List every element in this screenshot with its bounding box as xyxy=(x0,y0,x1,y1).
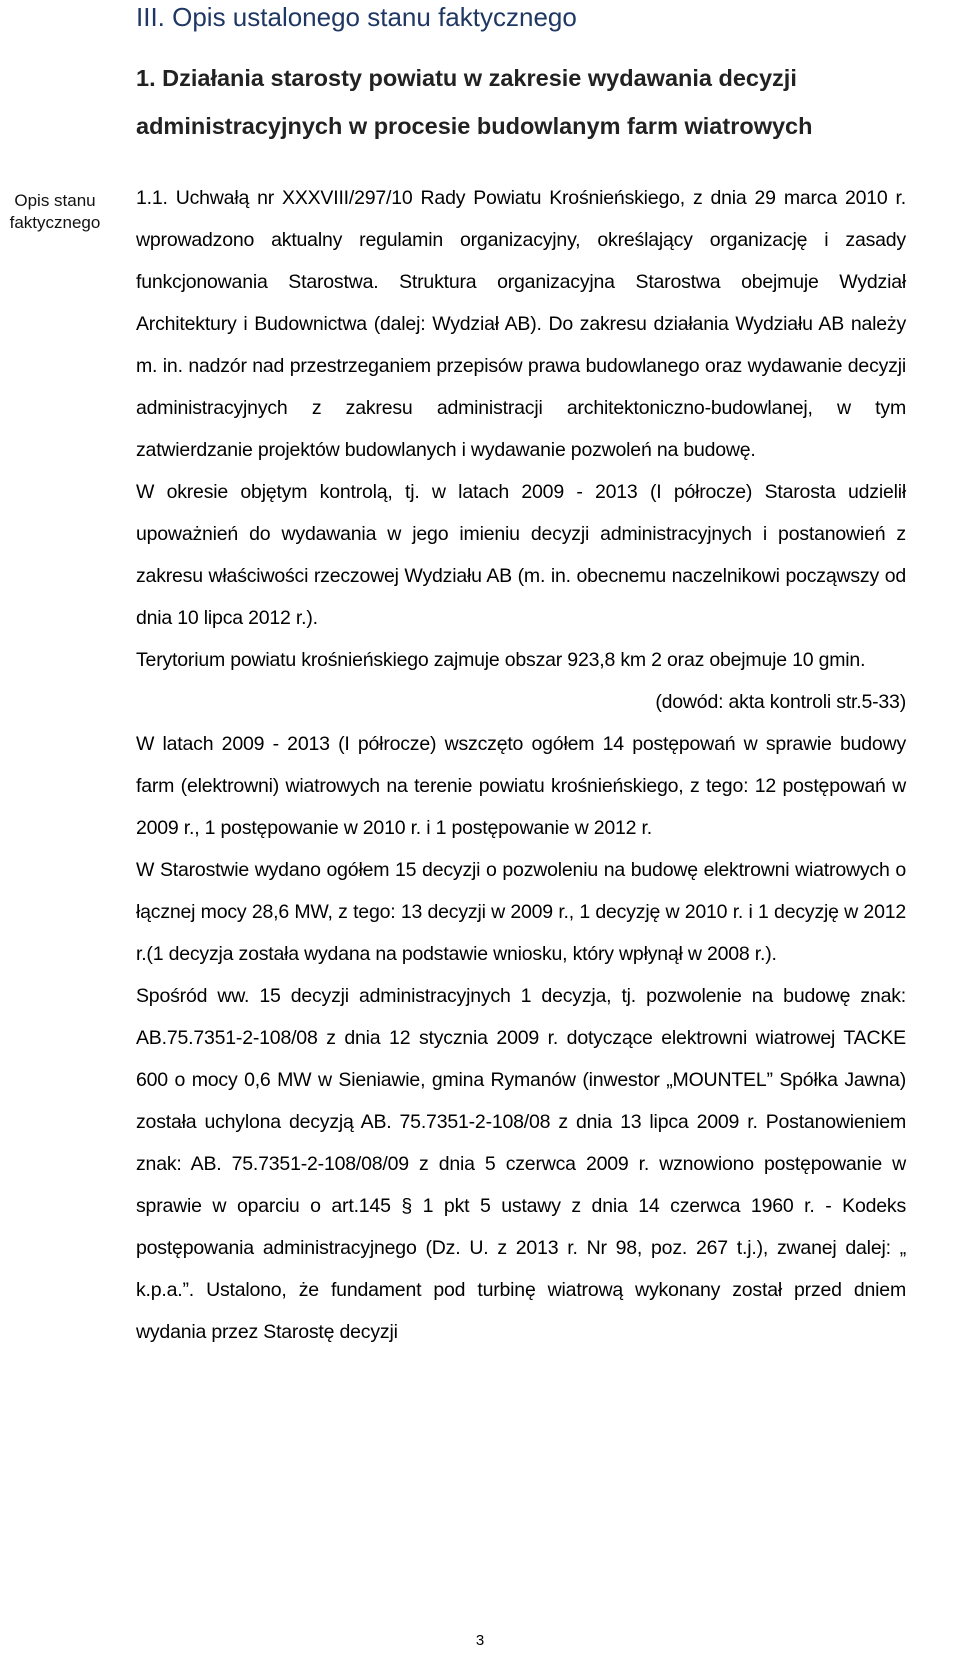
page-number: 3 xyxy=(475,1632,485,1649)
paragraph-annulled-decision: Spośród ww. 15 decyzji administracyjnych 1 decyzja, tj. pozwolenie na budowę znak: AB.75.7351-2-108/08 z dnia 12 stycznia 2009 r. dotyczące elektrowni wiatrowej TACKE 600 o mocy 0,6 MW w Sieniawie, gmina Rymanów (inwestor „MOUNTEL” Spółka Jawna) została uchylona decyzją AB. 75.7351-2-108/08 z dnia 13 lipca 2009 r. Postanowieniem znak: AB. 75.7351-2-108/08/09 z dnia 5 czerwca 2009 r. wznowiono postępowanie w sprawie w oparciu o art.145 § 1 pkt 5 ustawy z dnia 14 czerwca 1960 r. - Kodeks postępowania administracyjnego (Dz. U. z 2013 r. Nr 98, poz. 267 t.j.), zwanej dalej: „ k.p.a.”. Ustalono, że fundament pod turbinę wiatrową wykonany został przed dniem wydania przez Starostę decyzji xyxy=(136,985,906,1343)
section-heading: III. Opis ustalonego stanu faktycznego xyxy=(136,2,577,32)
paragraph-territory: Terytorium powiatu krośnieńskiego zajmuje obszar 923,8 km 2 oraz obejmuje 10 gmin. xyxy=(136,649,866,671)
margin-note: Opis stanu faktycznego xyxy=(9,191,101,232)
paragraph-evidence: (dowód: akta kontroli str.5-33) xyxy=(655,691,906,713)
subsection-heading: 1. Działania starosty powiatu w zakresie wydawania decyzji administracyjnych w procesie budowlanym farm wiatrowych xyxy=(136,65,813,139)
paragraph-proceedings: W latach 2009 - 2013 (I półrocze) wszczęto ogółem 14 postępowań w sprawie budowy farm (elektrowni) wiatrowych na terenie powiatu krośnieńskiego, z tego: 12 postępowań w 2009 r., 1 postępowanie w 2010 r. i 1 postępowanie w 2012 r. xyxy=(136,733,906,839)
document-body xyxy=(136,177,906,1353)
paragraph-regulation: 1.1. Uchwałą nr XXXVIII/297/10 Rady Powiatu Krośnieńskiego, z dnia 29 marca 2010 r. wprowadzono aktualny regulamin organizacyjny, określający organizację i zasady funkcjonowania Starostwa. Struktura organizacyjna Starostwa obejmuje Wydział Architektury i Budownictwa (dalej: Wydział AB). Do zakresu działania Wydziału AB należy m. in. nadzór nad przestrzeganiem przepisów prawa budowlanego oraz wydawanie decyzji administracyjnych z zakresu administracji architektoniczno-budowlanej, w tym zatwierdzanie projektów budowlanych i wydawanie pozwoleń na budowę. xyxy=(136,187,906,461)
paragraph-decisions: W Starostwie wydano ogółem 15 decyzji o pozwoleniu na budowę elektrowni wiatrowych o łącznej mocy 28,6 MW, z tego: 13 decyzji w 2009 r., 1 decyzję w 2010 r. i 1 decyzję w 2012 r.(1 decyzja została wydana na podstawie wniosku, który wpłynął w 2008 r.). xyxy=(136,859,906,965)
paragraph-authorizations: W okresie objętym kontrolą, tj. w latach 2009 - 2013 (I półrocze) Starosta udzielił upoważnień do wydawania w jego imieniu decyzji administracyjnych i postanowień z zakresu właściwości rzeczowej Wydziału AB (m. in. obecnemu naczelnikowi począwszy od dnia 10 lipca 2012 r.). xyxy=(136,481,906,629)
